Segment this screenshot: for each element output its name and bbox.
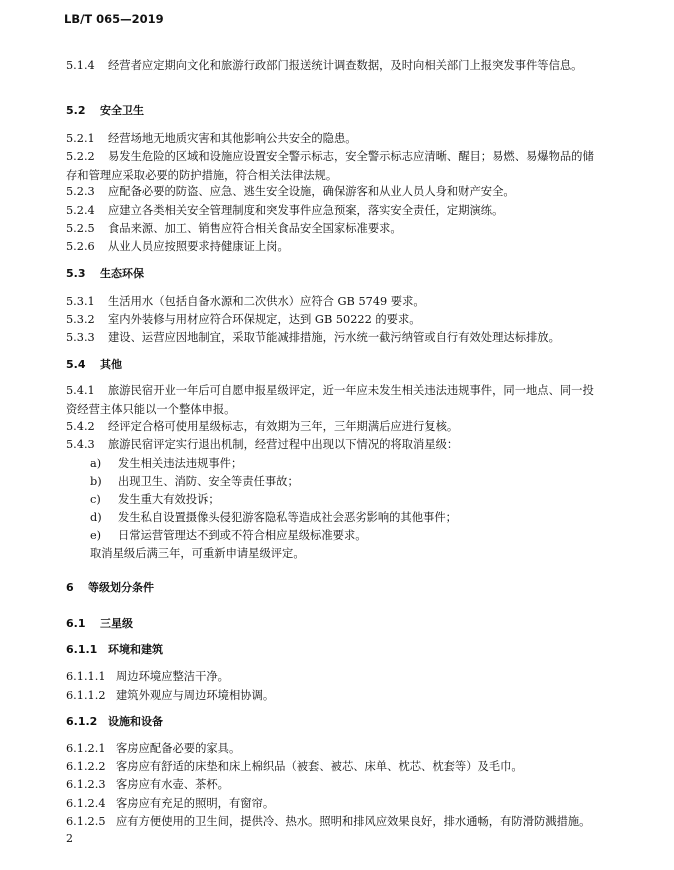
clause-text: 客房应有水壶、茶杯。 — [116, 778, 229, 791]
clause-number: 5.3.3 — [66, 331, 95, 344]
list-item-e — [90, 526, 604, 545]
heading-number: 6.1.1 — [66, 643, 98, 656]
list-text: 发生相关违法违规事件； — [118, 457, 243, 470]
clause-6-1-1-2 — [66, 686, 604, 705]
section-heading-6 — [66, 578, 604, 597]
clause-number: 5.4.3 — [66, 438, 95, 451]
clause-5-2-1 — [66, 129, 604, 148]
clause-number: 5.3.2 — [66, 313, 95, 326]
list-text: 发生重大有效投诉； — [118, 493, 220, 506]
section-heading-6-1-1 — [66, 640, 604, 659]
clause-6-1-2-3 — [66, 775, 604, 794]
clause-number: 6.1.2.5 — [66, 815, 106, 828]
clause-6-1-2-2 — [66, 757, 604, 776]
heading-text: 安全卫生 — [100, 104, 144, 117]
section-heading-5-2 — [66, 101, 604, 120]
list-text: 发生私自设置摄像头侵犯游客隐私等造成社会恶劣影响的其他事件； — [118, 511, 457, 524]
clause-text: 建筑外观应与周边环境相协调。 — [116, 689, 275, 702]
heading-text: 环境和建筑 — [108, 643, 163, 656]
list-marker: a) — [90, 457, 102, 470]
clause-number: 6.1.1.1 — [66, 670, 106, 683]
heading-text: 设施和设备 — [108, 715, 163, 728]
clause-5-3-1 — [66, 292, 604, 311]
clause-text: 易发生危险的区域和设施应设置安全警示标志，安全警示标志应清晰、醒目；易燃、易爆物品的储存和管理应采取必要的防护措施，符合相关法律法规。 — [66, 150, 594, 182]
note-text: 取消星级后满三年，可重新申请星级评定。 — [90, 547, 305, 560]
heading-text: 三星级 — [100, 617, 133, 630]
clause-text: 应建立各类相关安全管理制度和突发事件应急预案，落实安全责任，定期演练。 — [108, 204, 504, 217]
section-heading-5-3 — [66, 264, 604, 283]
list-marker: c) — [90, 493, 101, 506]
clause-number: 6.1.2.1 — [66, 742, 106, 755]
clause-5-4-3 — [66, 435, 604, 454]
clause-text: 经营者应定期向文化和旅游行政部门报送统计调查数据，及时向相关部门上报突发事件等信息。 — [108, 59, 583, 72]
list-marker: b) — [90, 475, 102, 488]
clause-number: 5.4.1 — [66, 384, 95, 397]
clause-text: 经评定合格可使用星级标志，有效期为三年，三年期满后应进行复核。 — [108, 420, 459, 433]
clause-number: 6.1.2.3 — [66, 778, 106, 791]
list-text: 日常运营管理达不到或不符合相应星级标准要求。 — [118, 529, 367, 542]
clause-text: 食品来源、加工、销售应符合相关食品安全国家标准要求。 — [108, 222, 402, 235]
clause-6-1-2-5 — [66, 812, 604, 831]
clause-number: 5.1.4 — [66, 59, 95, 72]
clause-text: 从业人员应按照要求持健康证上岗。 — [108, 240, 289, 253]
clause-5-2-3 — [66, 182, 604, 201]
list-item-a — [90, 454, 604, 473]
heading-number: 5.3 — [66, 267, 86, 280]
clause-number: 5.3.1 — [66, 295, 95, 308]
list-text: 出现卫生、消防、安全等责任事故； — [118, 475, 299, 488]
heading-text: 等级划分条件 — [88, 581, 154, 594]
heading-number: 6.1 — [66, 617, 86, 630]
clause-5-1-4 — [66, 56, 604, 75]
clause-number: 5.2.3 — [66, 185, 95, 198]
clause-text: 室内外装修与用材应符合环保规定，达到 GB 50222 的要求。 — [108, 313, 421, 326]
list-marker: d) — [90, 511, 102, 524]
heading-text: 其他 — [100, 358, 122, 371]
clause-text: 应有方便使用的卫生间，提供冷、热水。照明和排风应效果良好，排水通畅，有防滑防溅措施。 — [116, 815, 591, 828]
clause-text: 客房应有充足的照明，有窗帘。 — [116, 797, 275, 810]
clause-5-3-3 — [66, 328, 604, 347]
section-heading-6-1-2 — [66, 712, 604, 731]
clause-number: 5.2.2 — [66, 150, 95, 163]
clause-text: 旅游民宿开业一年后可自愿申报星级评定，近一年应未发生相关违法违规事件，同一地点、同一投资经营主体只能以一个整体申报。 — [66, 384, 594, 416]
clause-number: 5.2.1 — [66, 132, 95, 145]
clause-text: 建设、运营应因地制宜，采取节能减排措施，污水统一截污纳管或自行有效处理达标排放。 — [108, 331, 560, 344]
clause-6-1-2-1 — [66, 739, 604, 758]
heading-number: 5.4 — [66, 358, 86, 371]
clause-6-1-1-1 — [66, 667, 604, 686]
list-item-d — [90, 508, 604, 527]
clause-5-2-4 — [66, 201, 604, 220]
list-item-b — [90, 472, 604, 491]
list-item-c — [90, 490, 604, 509]
clause-5-2-6 — [66, 237, 604, 256]
clause-5-3-2 — [66, 310, 604, 329]
clause-5-2-5 — [66, 219, 604, 238]
clause-number: 6.1.2.2 — [66, 760, 106, 773]
page-number: 2 — [66, 832, 73, 845]
clause-5-2-2 — [66, 147, 604, 185]
standard-code-header: LB/T 065—2019 — [64, 12, 164, 26]
heading-number: 6 — [66, 581, 74, 594]
clause-number: 5.2.6 — [66, 240, 95, 253]
clause-text: 经营场地无地质灾害和其他影响公共安全的隐患。 — [108, 132, 357, 145]
clause-text: 旅游民宿评定实行退出机制，经营过程中出现以下情况的将取消星级： — [108, 438, 459, 451]
clause-text: 客房应有舒适的床垫和床上棉织品（被套、被芯、床单、枕芯、枕套等）及毛巾。 — [116, 760, 523, 773]
clause-text: 生活用水（包括自备水源和二次供水）应符合 GB 5749 要求。 — [108, 295, 425, 308]
heading-number: 5.2 — [66, 104, 86, 117]
list-marker: e) — [90, 529, 102, 542]
clause-text: 客房应配备必要的家具。 — [116, 742, 241, 755]
list-closing-note — [90, 544, 604, 563]
clause-number: 5.4.2 — [66, 420, 95, 433]
clause-number: 6.1.2.4 — [66, 797, 106, 810]
clause-text: 周边环境应整洁干净。 — [116, 670, 229, 683]
clause-number: 5.2.4 — [66, 204, 95, 217]
clause-number: 5.2.5 — [66, 222, 95, 235]
clause-6-1-2-4 — [66, 794, 604, 813]
section-heading-5-4 — [66, 355, 604, 374]
clause-5-4-1 — [66, 381, 604, 419]
heading-text: 生态环保 — [100, 267, 144, 280]
clause-text: 应配备必要的防盗、应急、逃生安全设施，确保游客和从业人员人身和财产安全。 — [108, 185, 515, 198]
clause-5-4-2 — [66, 417, 604, 436]
section-heading-6-1 — [66, 614, 604, 633]
heading-number: 6.1.2 — [66, 715, 98, 728]
clause-number: 6.1.1.2 — [66, 689, 106, 702]
